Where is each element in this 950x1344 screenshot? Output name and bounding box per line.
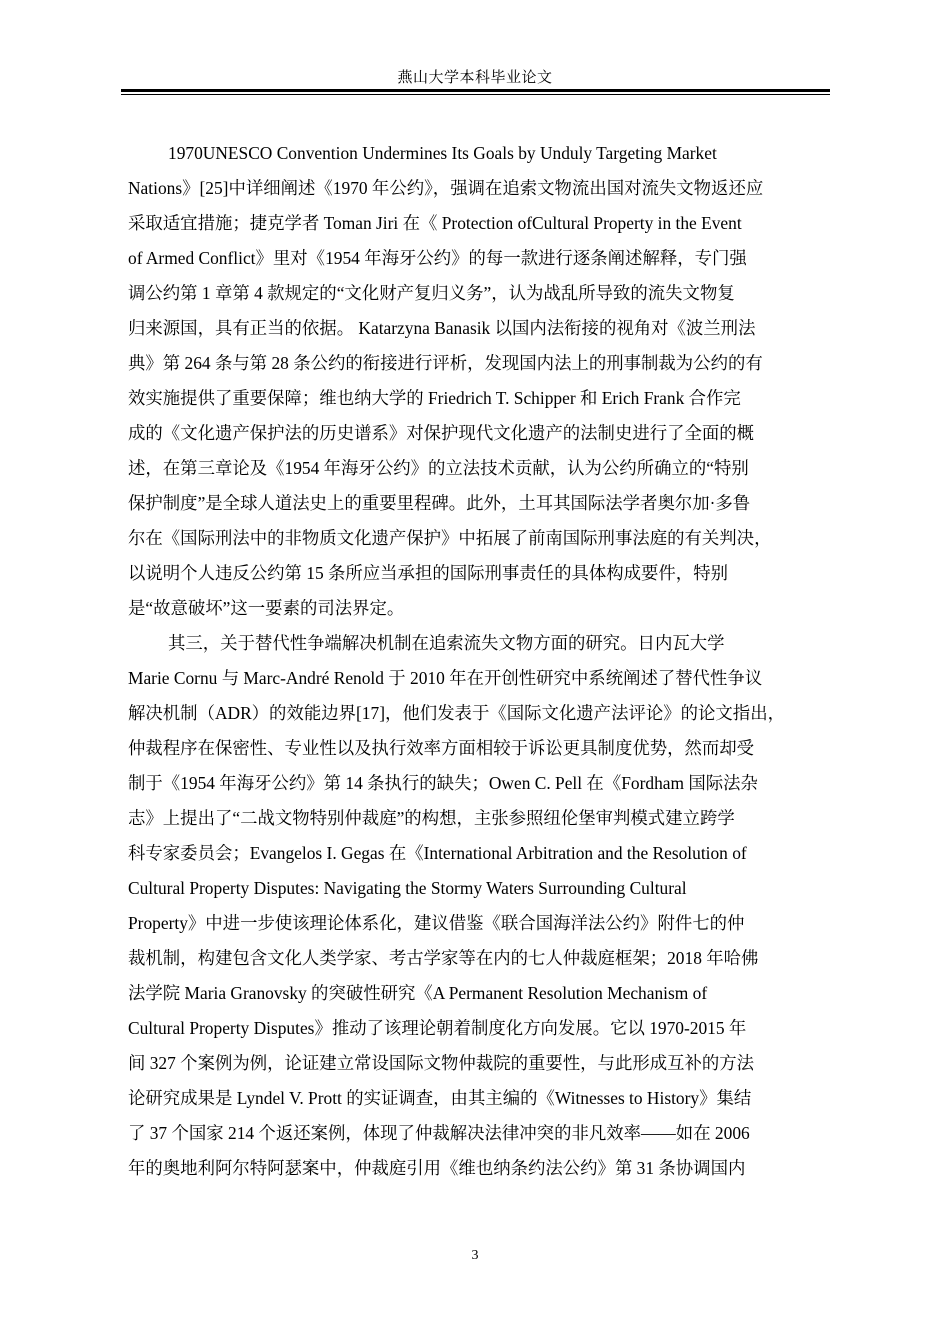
text-line: of Armed Conflict》里对《1954 年海牙公约》的每一款进行逐条阐述解释，专门强 bbox=[128, 248, 747, 268]
text-line: 年的奥地利阿尔特阿瑟案中，仲裁庭引用《维也纳条约法公约》第 31 条协调国内 bbox=[128, 1158, 746, 1178]
text-line: 裁机制，构建包含文化人类学家、考古学家等在内的七人仲裁庭框架；2018 年哈佛 bbox=[128, 948, 759, 968]
page-number: 3 bbox=[471, 1248, 479, 1263]
text-line: Cultural Property Disputes》推动了该理论朝着制度化方向发展。它以 1970-2015 年 bbox=[128, 1018, 747, 1038]
text-line: 了 37 个国家 214 个返还案例，体现了仲裁解决法律冲突的非凡效率——如在 2006 bbox=[128, 1123, 750, 1143]
header-title: 燕山大学本科毕业论文 bbox=[397, 70, 553, 86]
header-rule-thin bbox=[121, 94, 830, 95]
text-line: Marie Cornu 与 Marc-André Renold 于 2010 年在开创性研究中系统阐述了替代性争议 bbox=[128, 668, 763, 688]
text-line: 科专家委员会；Evangelos I. Gegas 在《International Arbitration and the Resolution of bbox=[128, 843, 747, 863]
text-line: 志》上提出了“二战文物特别仲裁庭”的构想，主张参照纽伦堡审判模式建立跨学 bbox=[128, 808, 735, 828]
text-line: 仲裁程序在保密性、专业性以及执行效率方面相较于诉讼更具制度优势，然而却受 bbox=[128, 738, 755, 758]
text-line: 法学院 Maria Granovsky 的突破性研究《A Permanent Resolution Mechanism of bbox=[128, 983, 708, 1003]
text-line: 其三，关于替代性争端解决机制在追索流失文物方面的研究。日内瓦大学 bbox=[168, 633, 725, 653]
text-line: Cultural Property Disputes: Navigating the Stormy Waters Surrounding Cultural bbox=[128, 878, 687, 898]
text-line: 调公约第 1 章第 4 款规定的“文化财产复归义务”，认为战乱所导致的流失文物复 bbox=[128, 283, 735, 303]
text-line: 效实施提供了重要保障；维也纳大学的 Friedrich T. Schipper 和 Erich Frank 合作完 bbox=[128, 388, 741, 408]
text-line: 保护制度”是全球人道法史上的重要里程碑。此外，土耳其国际法学者奥尔加·多鲁 bbox=[128, 493, 751, 513]
text-line: 是“故意破坏”这一要素的司法界定。 bbox=[128, 598, 405, 618]
text-line: 以说明个人违反公约第 15 条所应当承担的国际刑事责任的具体构成要件，特别 bbox=[128, 563, 728, 583]
text-line: 间 327 个案例为例，论证建立常设国际文物仲裁院的重要性，与此形成互补的方法 bbox=[128, 1053, 755, 1073]
text-line: Nations》[25]中详细阐述《1970 年公约》，强调在追索文物流出国对流失文物返还应 bbox=[128, 178, 764, 198]
text-line: 论研究成果是 Lyndel V. Prott 的实证调查，由其主编的《Witnesses to History》集结 bbox=[128, 1088, 752, 1108]
text-line: 成的《文化遗产保护法的历史谱系》对保护现代文化遗产的法制史进行了全面的概 bbox=[128, 423, 755, 443]
body-text bbox=[128, 136, 830, 1186]
text-line: 采取适宜措施；捷克学者 Toman Jiri 在《 Protection ofCultural Property in the Event bbox=[128, 213, 742, 233]
text-line: 归来源国，具有正当的依据。 Katarzyna Banasik 以国内法衔接的视角对《波兰刑法 bbox=[128, 318, 756, 338]
text-line: 述，在第三章论及《1954 年海牙公约》的立法技术贡献，认为公约所确立的“特别 bbox=[128, 458, 749, 478]
text-line: Property》中进一步使该理论体系化，建议借鉴《联合国海洋法公约》附件七的仲 bbox=[128, 913, 745, 933]
text-line: 制于《1954 年海牙公约》第 14 条执行的缺失；Owen C. Pell 在《Fordham 国际法杂 bbox=[128, 773, 758, 793]
text-line: 解决机制（ADR）的效能边界[17]，他们发表于《国际文化遗产法评论》的论文指出， bbox=[128, 703, 785, 723]
header-rule bbox=[121, 89, 830, 92]
text-line: 1970UNESCO Convention Undermines Its Goals by Unduly Targeting Market bbox=[168, 143, 717, 163]
text-line: 典》第 264 条与第 28 条公约的衔接进行评析，发现国内法上的刑事制裁为公约的有 bbox=[128, 353, 763, 373]
text-line: 尔在《国际刑法中的非物质文化遗产保护》中拓展了前南国际刑事法庭的有关判决， bbox=[128, 528, 772, 548]
